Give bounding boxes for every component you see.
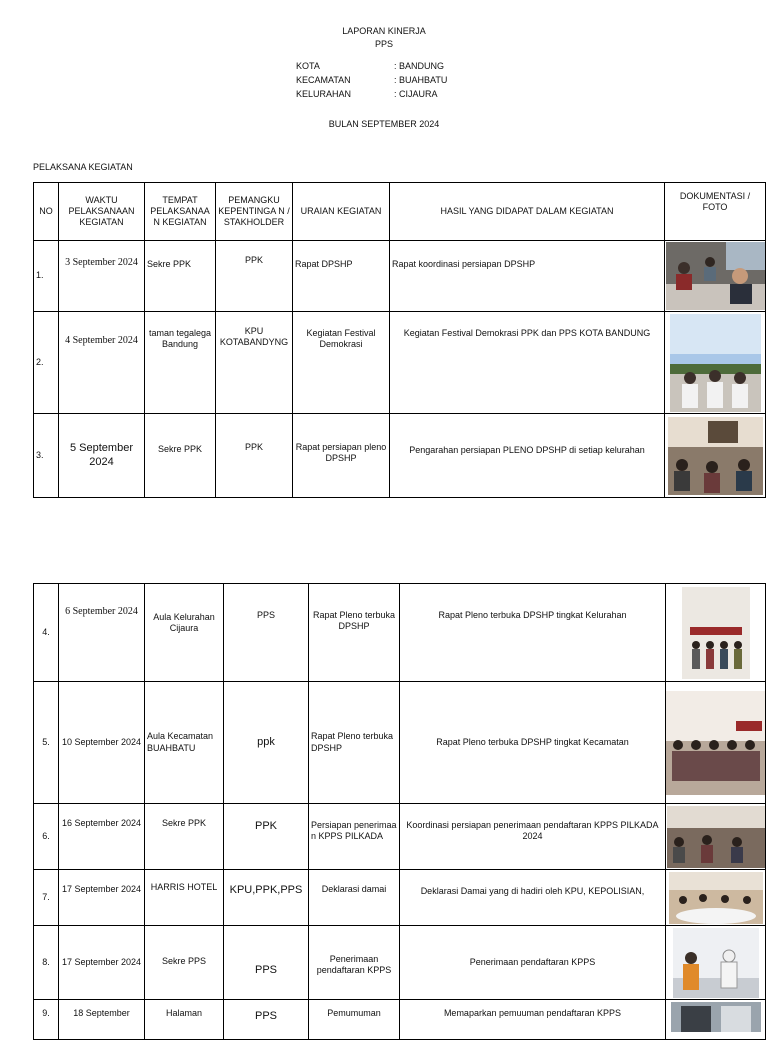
- col-header-dokumentasi: DOKUMENTASI / FOTO: [665, 183, 766, 241]
- cell-pemangku: PPK: [224, 804, 309, 870]
- activity-table-2: [33, 583, 766, 1040]
- cell-no: 3.: [34, 414, 59, 498]
- cell-waktu: 16 September 2024: [59, 804, 145, 870]
- cell-photo: [665, 414, 766, 498]
- cell-tempat: Sekre PPS: [145, 926, 224, 1000]
- report-period: BULAN SEPTEMBER 2024: [328, 119, 440, 129]
- cell-uraian: Rapat DPSHP: [293, 241, 390, 312]
- cell-no: 1.: [34, 241, 59, 312]
- cell-tempat: Sekre PPK: [145, 414, 216, 498]
- cell-waktu: 17 September 2024: [59, 926, 145, 1000]
- cell-photo: [665, 241, 766, 312]
- table-row: [34, 870, 766, 926]
- table-row: [34, 804, 766, 870]
- cell-pemangku: PPS: [224, 926, 309, 1000]
- cell-tempat: Sekre PPK: [145, 804, 224, 870]
- cell-no: 7.: [34, 870, 59, 926]
- cell-waktu: 18 September: [59, 1000, 145, 1040]
- report-title: LAPORAN KINERJA: [342, 26, 426, 36]
- meeting-photo: [666, 242, 765, 310]
- cell-uraian: Pemumuman: [309, 1000, 400, 1040]
- kelurahan-value: : CIJAURA: [394, 89, 438, 99]
- cell-pemangku: KPU KOTABANDYNG: [216, 312, 293, 414]
- cell-tempat: HARRIS HOTEL: [145, 870, 224, 926]
- table-row: [34, 312, 766, 414]
- col-header-uraian: URAIAN KEGIATAN: [293, 183, 390, 241]
- cell-no: 8.: [34, 926, 59, 1000]
- cell-no: 9.: [34, 1000, 59, 1040]
- cell-photo: [666, 1000, 766, 1040]
- cell-waktu: 4 September 2024: [59, 312, 145, 414]
- kecamatan-label: KECAMATAN: [296, 75, 351, 85]
- col-header-pemangku: PEMANGKU KEPENTINGA N / STAKHOLDER: [216, 183, 293, 241]
- cell-hasil: Memaparkan pemuuman pendaftaran KPPS: [400, 1000, 666, 1040]
- cell-pemangku: PPK: [216, 414, 293, 498]
- table-row: [34, 241, 766, 312]
- cell-photo: [666, 584, 766, 682]
- cell-waktu: 5 September 2024: [59, 414, 145, 498]
- cell-waktu: 6 September 2024: [59, 584, 145, 682]
- group-photo: [666, 691, 766, 795]
- cell-uraian: Rapat Pleno terbuka DPSHP: [309, 682, 400, 804]
- cell-tempat: taman tegalega Bandung: [145, 312, 216, 414]
- report-subtitle: PPS: [374, 39, 393, 49]
- registration-photo: [673, 928, 759, 998]
- table-row: [34, 414, 766, 498]
- cell-uraian: Kegiatan Festival Demokrasi: [293, 312, 390, 414]
- festival-photo: [670, 314, 761, 412]
- cell-uraian: Rapat Pleno terbuka DPSHP: [309, 584, 400, 682]
- cell-uraian: Deklarasi damai: [309, 870, 400, 926]
- col-header-tempat: TEMPAT PELAKSANAA N KEGIATAN: [145, 183, 216, 241]
- cell-hasil: Pengarahan persiapan PLENO DPSHP di setiap kelurahan: [390, 414, 665, 498]
- cell-photo: [666, 870, 766, 926]
- table-row: [34, 584, 766, 682]
- col-header-no: NO: [34, 183, 59, 241]
- cell-photo: [665, 312, 766, 414]
- cell-hasil: Kegiatan Festival Demokrasi PPK dan PPS KOTA BANDUNG: [390, 312, 665, 414]
- meeting-photo: [667, 806, 765, 868]
- cell-hasil: Rapat koordinasi persiapan DPSHP: [390, 241, 665, 312]
- kota-value: : BANDUNG: [394, 61, 445, 71]
- notice-photo: [671, 1002, 761, 1032]
- cell-hasil: Rapat Pleno terbuka DPSHP tingkat Kecamatan: [400, 682, 666, 804]
- cell-hasil: Penerimaan pendaftaran KPPS: [400, 926, 666, 1000]
- cell-pemangku: PPK: [216, 241, 293, 312]
- kota-label: KOTA: [296, 61, 320, 71]
- cell-pemangku: KPU,PPK,PPS: [224, 870, 309, 926]
- cell-no: 6.: [34, 804, 59, 870]
- group-photo: [682, 587, 750, 679]
- table-row: [34, 682, 766, 804]
- cell-waktu: 17 September 2024: [59, 870, 145, 926]
- cell-tempat: Sekre PPK: [145, 241, 216, 312]
- cell-pemangku: PPS: [224, 1000, 309, 1040]
- col-header-waktu: WAKTU PELAKSANAAN KEGIATAN: [59, 183, 145, 241]
- table-row: [34, 1000, 766, 1040]
- activity-table-1: [33, 182, 766, 498]
- cell-photo: [666, 682, 766, 804]
- cell-photo: [666, 926, 766, 1000]
- cell-no: 4.: [34, 584, 59, 682]
- event-photo: [669, 872, 763, 924]
- cell-photo: [666, 804, 766, 870]
- cell-pemangku: PPS: [224, 584, 309, 682]
- cell-waktu: 3 September 2024: [59, 241, 145, 312]
- meeting-photo: [668, 417, 763, 495]
- cell-no: 2.: [34, 312, 59, 414]
- cell-tempat: Halaman: [145, 1000, 224, 1040]
- cell-waktu: 10 September 2024: [59, 682, 145, 804]
- cell-tempat: Aula Kecamatan BUAHBATU: [145, 682, 224, 804]
- cell-pemangku: ppk: [224, 682, 309, 804]
- col-header-hasil: HASIL YANG DIDAPAT DALAM KEGIATAN: [390, 183, 665, 241]
- cell-uraian: Persiapan penerimaa n KPPS PILKADA: [309, 804, 400, 870]
- cell-uraian: Rapat persiapan pleno DPSHP: [293, 414, 390, 498]
- cell-hasil: Deklarasi Damai yang di hadiri oleh KPU, KEPOLISIAN,: [400, 870, 666, 926]
- cell-hasil: Koordinasi persiapan penerimaan pendaftaran KPPS PILKADA 2024: [400, 804, 666, 870]
- kelurahan-label: KELURAHAN: [296, 89, 352, 99]
- cell-hasil: Rapat Pleno terbuka DPSHP tingkat Kelurahan: [400, 584, 666, 682]
- cell-tempat: Aula Kelurahan Cijaura: [145, 584, 224, 682]
- cell-no: 5.: [34, 682, 59, 804]
- kecamatan-value: : BUAHBATU: [394, 75, 448, 85]
- table-header-row: [34, 183, 766, 241]
- cell-uraian: Penerimaan pendaftaran KPPS: [309, 926, 400, 1000]
- table-row: [34, 926, 766, 1000]
- section-title: PELAKSANA KEGIATAN: [33, 162, 133, 172]
